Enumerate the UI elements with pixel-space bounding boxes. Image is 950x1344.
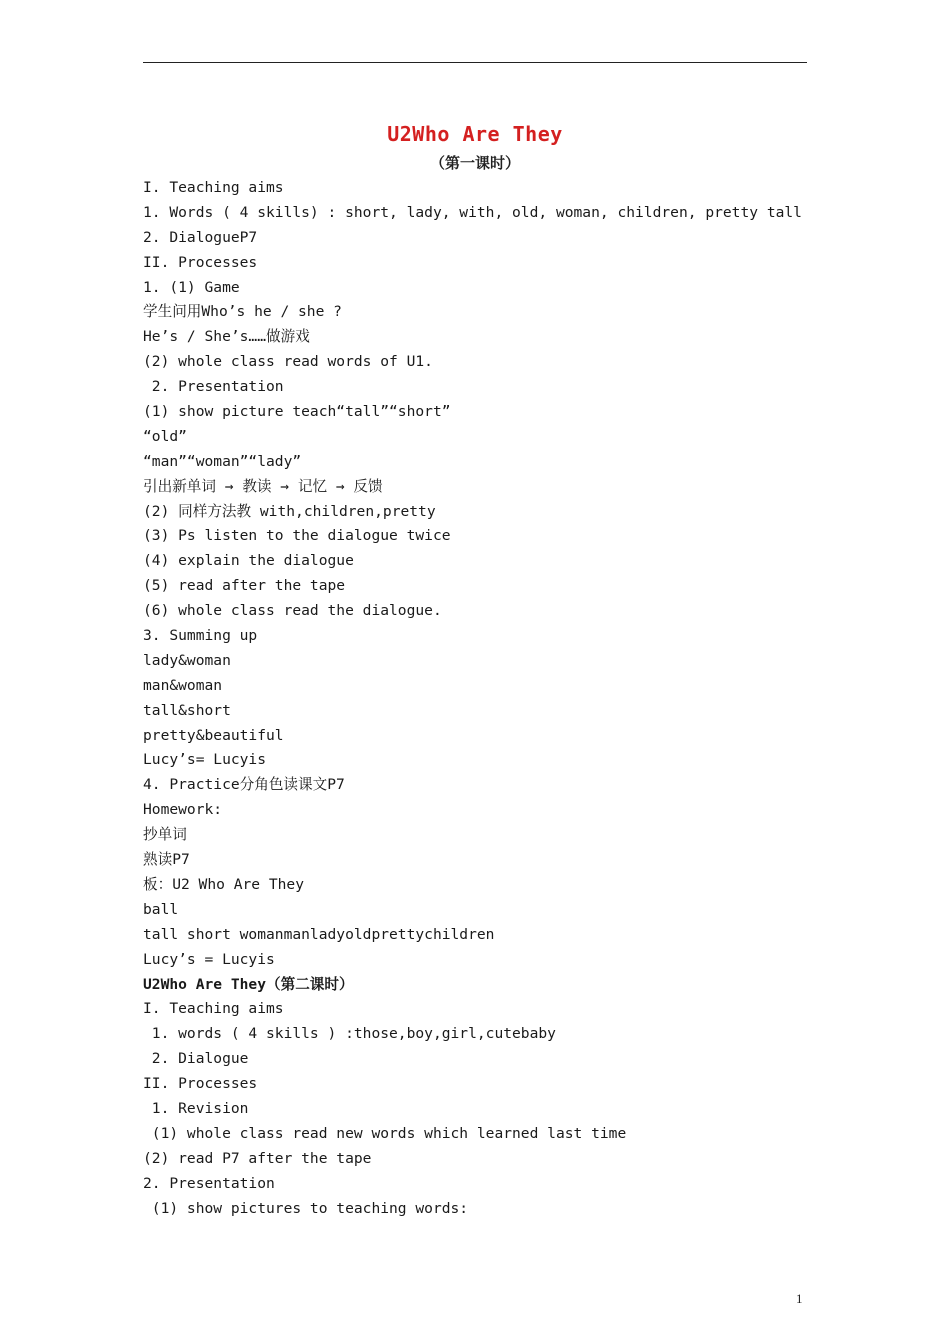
text-line: He’s / She’s……做游戏 — [143, 328, 310, 346]
lesson-subtitle: （第一课时） — [429, 154, 520, 172]
text-line: U2Who Are They（第二课时） — [143, 975, 354, 993]
text-line: II. Processes — [143, 253, 258, 271]
text-line: (1) show pictures to teaching words: — [143, 1199, 469, 1217]
text-line: (2) whole class read words of U1. — [143, 353, 433, 371]
text-line: 板：U2 Who Are They — [143, 875, 304, 893]
document-body — [143, 176, 807, 1221]
document-title: U2Who Are They — [387, 122, 563, 146]
text-line: 3. Summing up — [143, 627, 258, 645]
text-line: 2. DialogueP7 — [143, 228, 258, 246]
text-line: “man”“woman”“lady” — [143, 452, 302, 470]
text-line: man&woman — [143, 676, 223, 694]
text-line: “old” — [143, 427, 187, 445]
header-rule — [143, 62, 807, 63]
text-line: (5) read after the tape — [143, 577, 346, 595]
page-number: 1 — [796, 1291, 803, 1306]
text-line: 1. (1) Game — [143, 278, 240, 296]
text-line: Lucy’s = Lucyis — [143, 950, 275, 968]
text-line: I. Teaching aims — [143, 1000, 284, 1018]
text-line: (2) 同样方法教 with,children,pretty — [143, 502, 436, 520]
text-line: 熟读P7 — [143, 851, 190, 869]
text-line: ball — [143, 900, 179, 918]
text-line: 4. Practice分角色读课文P7 — [143, 776, 345, 794]
text-line: 引出新单词 → 教读 → 记忆 → 反馈 — [143, 477, 383, 495]
text-line: 1. Revision — [143, 1099, 249, 1117]
text-line: Lucy’s= Lucyis — [143, 751, 267, 769]
text-line: pretty&beautiful — [143, 726, 284, 744]
text-line: lady&woman — [143, 651, 231, 669]
text-line: 1. Words ( 4 skills) : short, lady, with, old, woman, children, pretty tall — [143, 203, 802, 221]
text-line: (1) show picture teach“tall”“short” — [143, 403, 451, 421]
text-line: 学生问用Who’s he / she ? — [143, 303, 342, 321]
text-line: 抄单词 — [143, 826, 187, 844]
text-line: (3) Ps listen to the dialogue twice — [143, 527, 451, 545]
text-line: (6) whole class read the dialogue. — [143, 602, 442, 620]
text-line: I. Teaching aims — [143, 179, 284, 196]
text-line: 2. Presentation — [143, 1174, 275, 1192]
text-line: (4) explain the dialogue — [143, 552, 354, 570]
text-line: 2. Dialogue — [143, 1050, 249, 1068]
text-line: (1) whole class read new words which learned last time — [143, 1124, 627, 1142]
text-line: II. Processes — [143, 1075, 258, 1093]
text-line: tall&short — [143, 701, 231, 719]
text-line: 2. Presentation — [143, 378, 284, 396]
text-line: 1. words ( 4 skills ) :those,boy,girl,cutebaby — [143, 1025, 556, 1043]
text-line: Homework: — [143, 801, 223, 819]
text-line: tall short womanmanladyoldprettychildren — [143, 925, 495, 943]
text-line: (2) read P7 after the tape — [143, 1149, 372, 1167]
